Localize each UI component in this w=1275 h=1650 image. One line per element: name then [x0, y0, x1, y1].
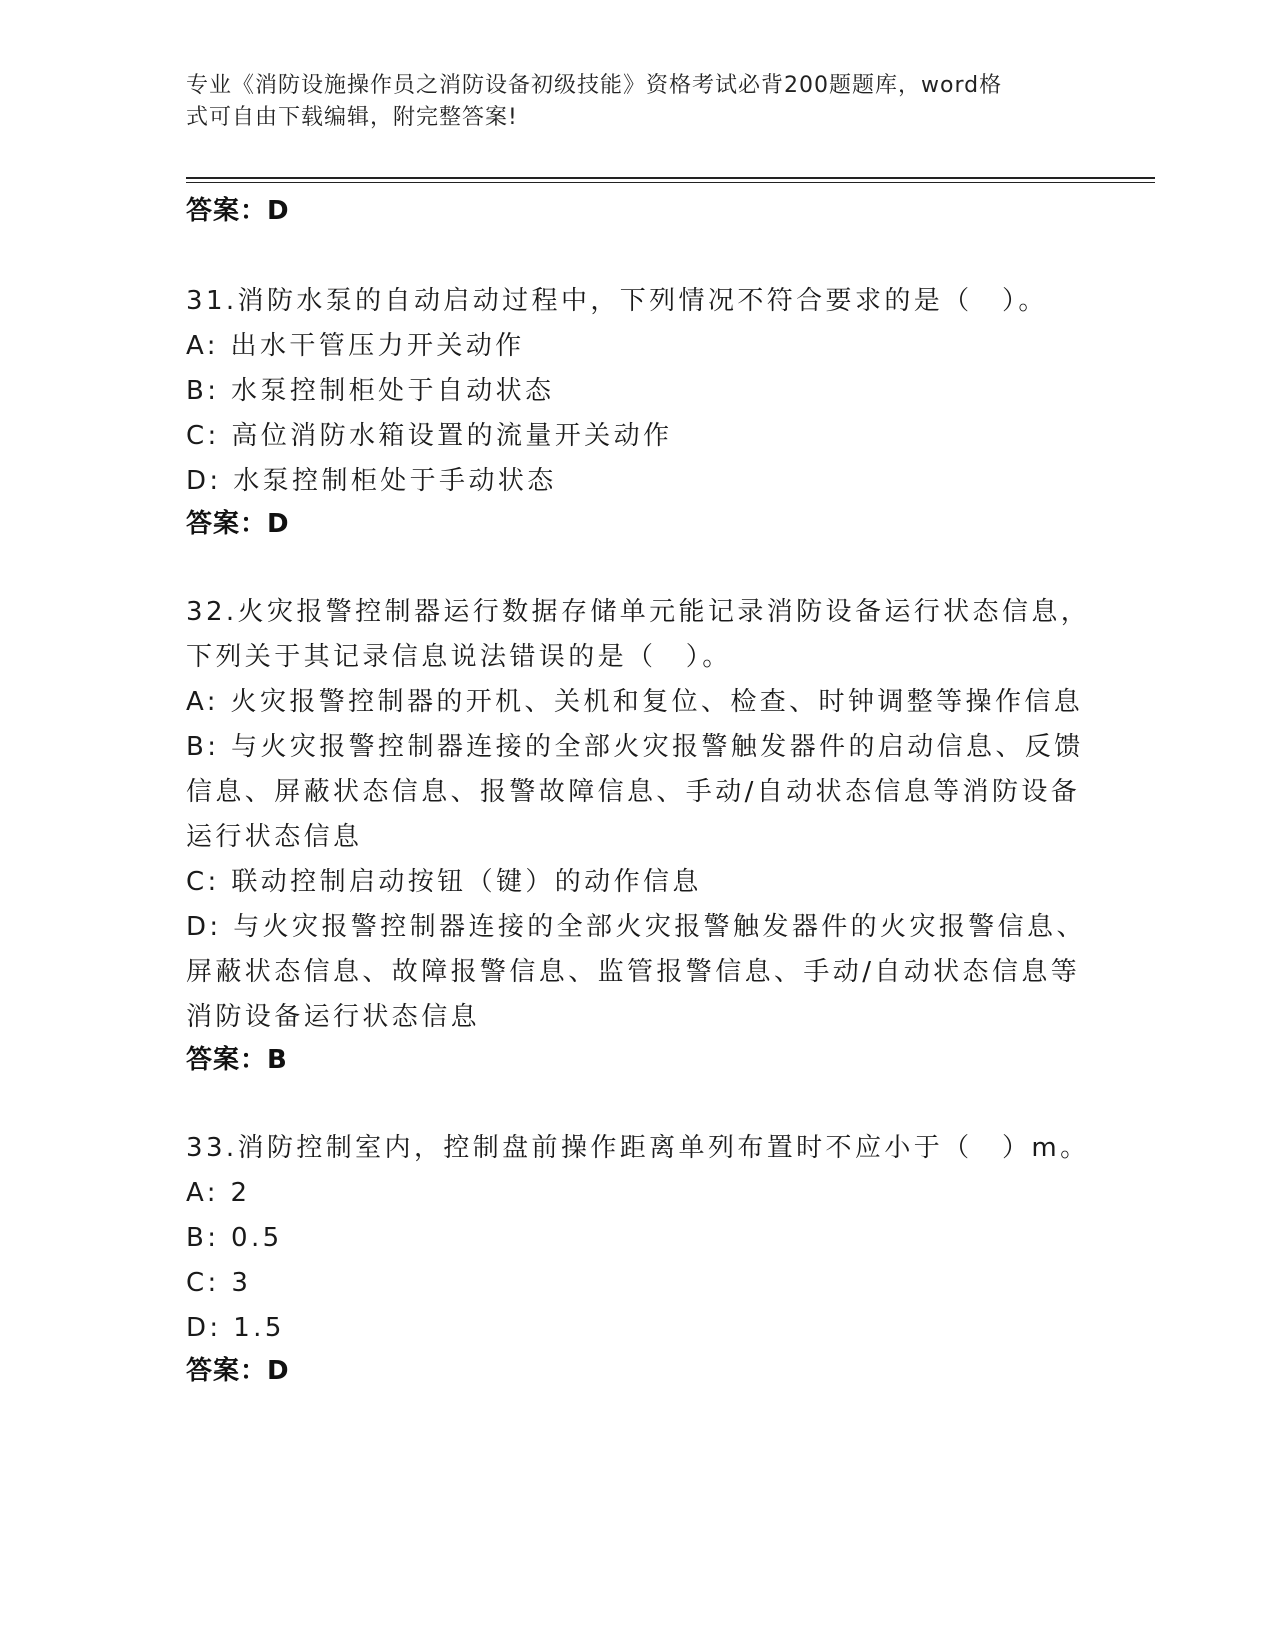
answer-label: 答案：B: [186, 1045, 288, 1075]
answer-label: 答案：D: [186, 509, 290, 539]
document-header: [186, 70, 1066, 134]
option-c: C: 联动控制启动按钮（键）的动作信息: [186, 867, 702, 897]
header-divider: [186, 177, 1155, 179]
option-b: B: 0.5: [186, 1223, 283, 1253]
question-spacer: [186, 1080, 1086, 1126]
question-list: [186, 191, 1091, 1391]
option-a: A: 火灾报警控制器的开机、关机和复位、检查、时钟调整等操作信息: [186, 687, 1084, 717]
option-d: D: 与火灾报警控制器连接的全部火灾报警触发器件的火灾报警信息、: [186, 912, 1086, 942]
option-a: A: 2: [186, 1178, 251, 1208]
answer-label: 答案：D: [186, 1356, 290, 1386]
header-divider-thin: [186, 182, 1155, 183]
question-spacer: [186, 544, 1086, 590]
question-stem: 31.消防水泵的自动启动过程中，下列情况不符合要求的是（ ）。: [186, 286, 1048, 316]
option-d: D: 水泵控制柜处于手动状态: [186, 466, 557, 496]
question-block: [186, 279, 1086, 544]
option-b-continued: 运行状态信息: [186, 822, 363, 852]
question-stem: 32.火灾报警控制器运行数据存储单元能记录消防设备运行状态信息，: [186, 597, 1091, 627]
option-b: B: 与火灾报警控制器连接的全部火灾报警触发器件的启动信息、反馈: [186, 732, 1084, 762]
option-a: A: 出水干管压力开关动作: [186, 331, 525, 361]
option-c: C: 高位消防水箱设置的流量开关动作: [186, 421, 673, 451]
option-d: D: 1.5: [186, 1313, 285, 1343]
option-b: B: 水泵控制柜处于自动状态: [186, 376, 555, 406]
question-block: [186, 590, 1091, 1080]
option-b-continued: 信息、屏蔽状态信息、报警故障信息、手动/自动状态信息等消防设备: [186, 777, 1081, 807]
option-d-continued: 消防设备运行状态信息: [186, 1002, 481, 1032]
option-c: C: 3: [186, 1268, 252, 1298]
previous-answer: 答案：D: [186, 196, 290, 226]
question-stem: 33.消防控制室内，控制盘前操作距离单列布置时不应小于（ ）m。: [186, 1133, 1090, 1163]
question-block: [186, 1126, 1090, 1391]
header-line-1: 专业《消防设施操作员之消防设备初级技能》资格考试必背200题题库，word格: [186, 73, 1003, 98]
header-line-2: 式可自由下载编辑，附完整答案!: [186, 105, 518, 130]
option-d-continued: 屏蔽状态信息、故障报警信息、监管报警信息、手动/自动状态信息等: [186, 957, 1081, 987]
question-stem-continued: 下列关于其记录信息说法错误的是（ ）。: [186, 642, 732, 672]
